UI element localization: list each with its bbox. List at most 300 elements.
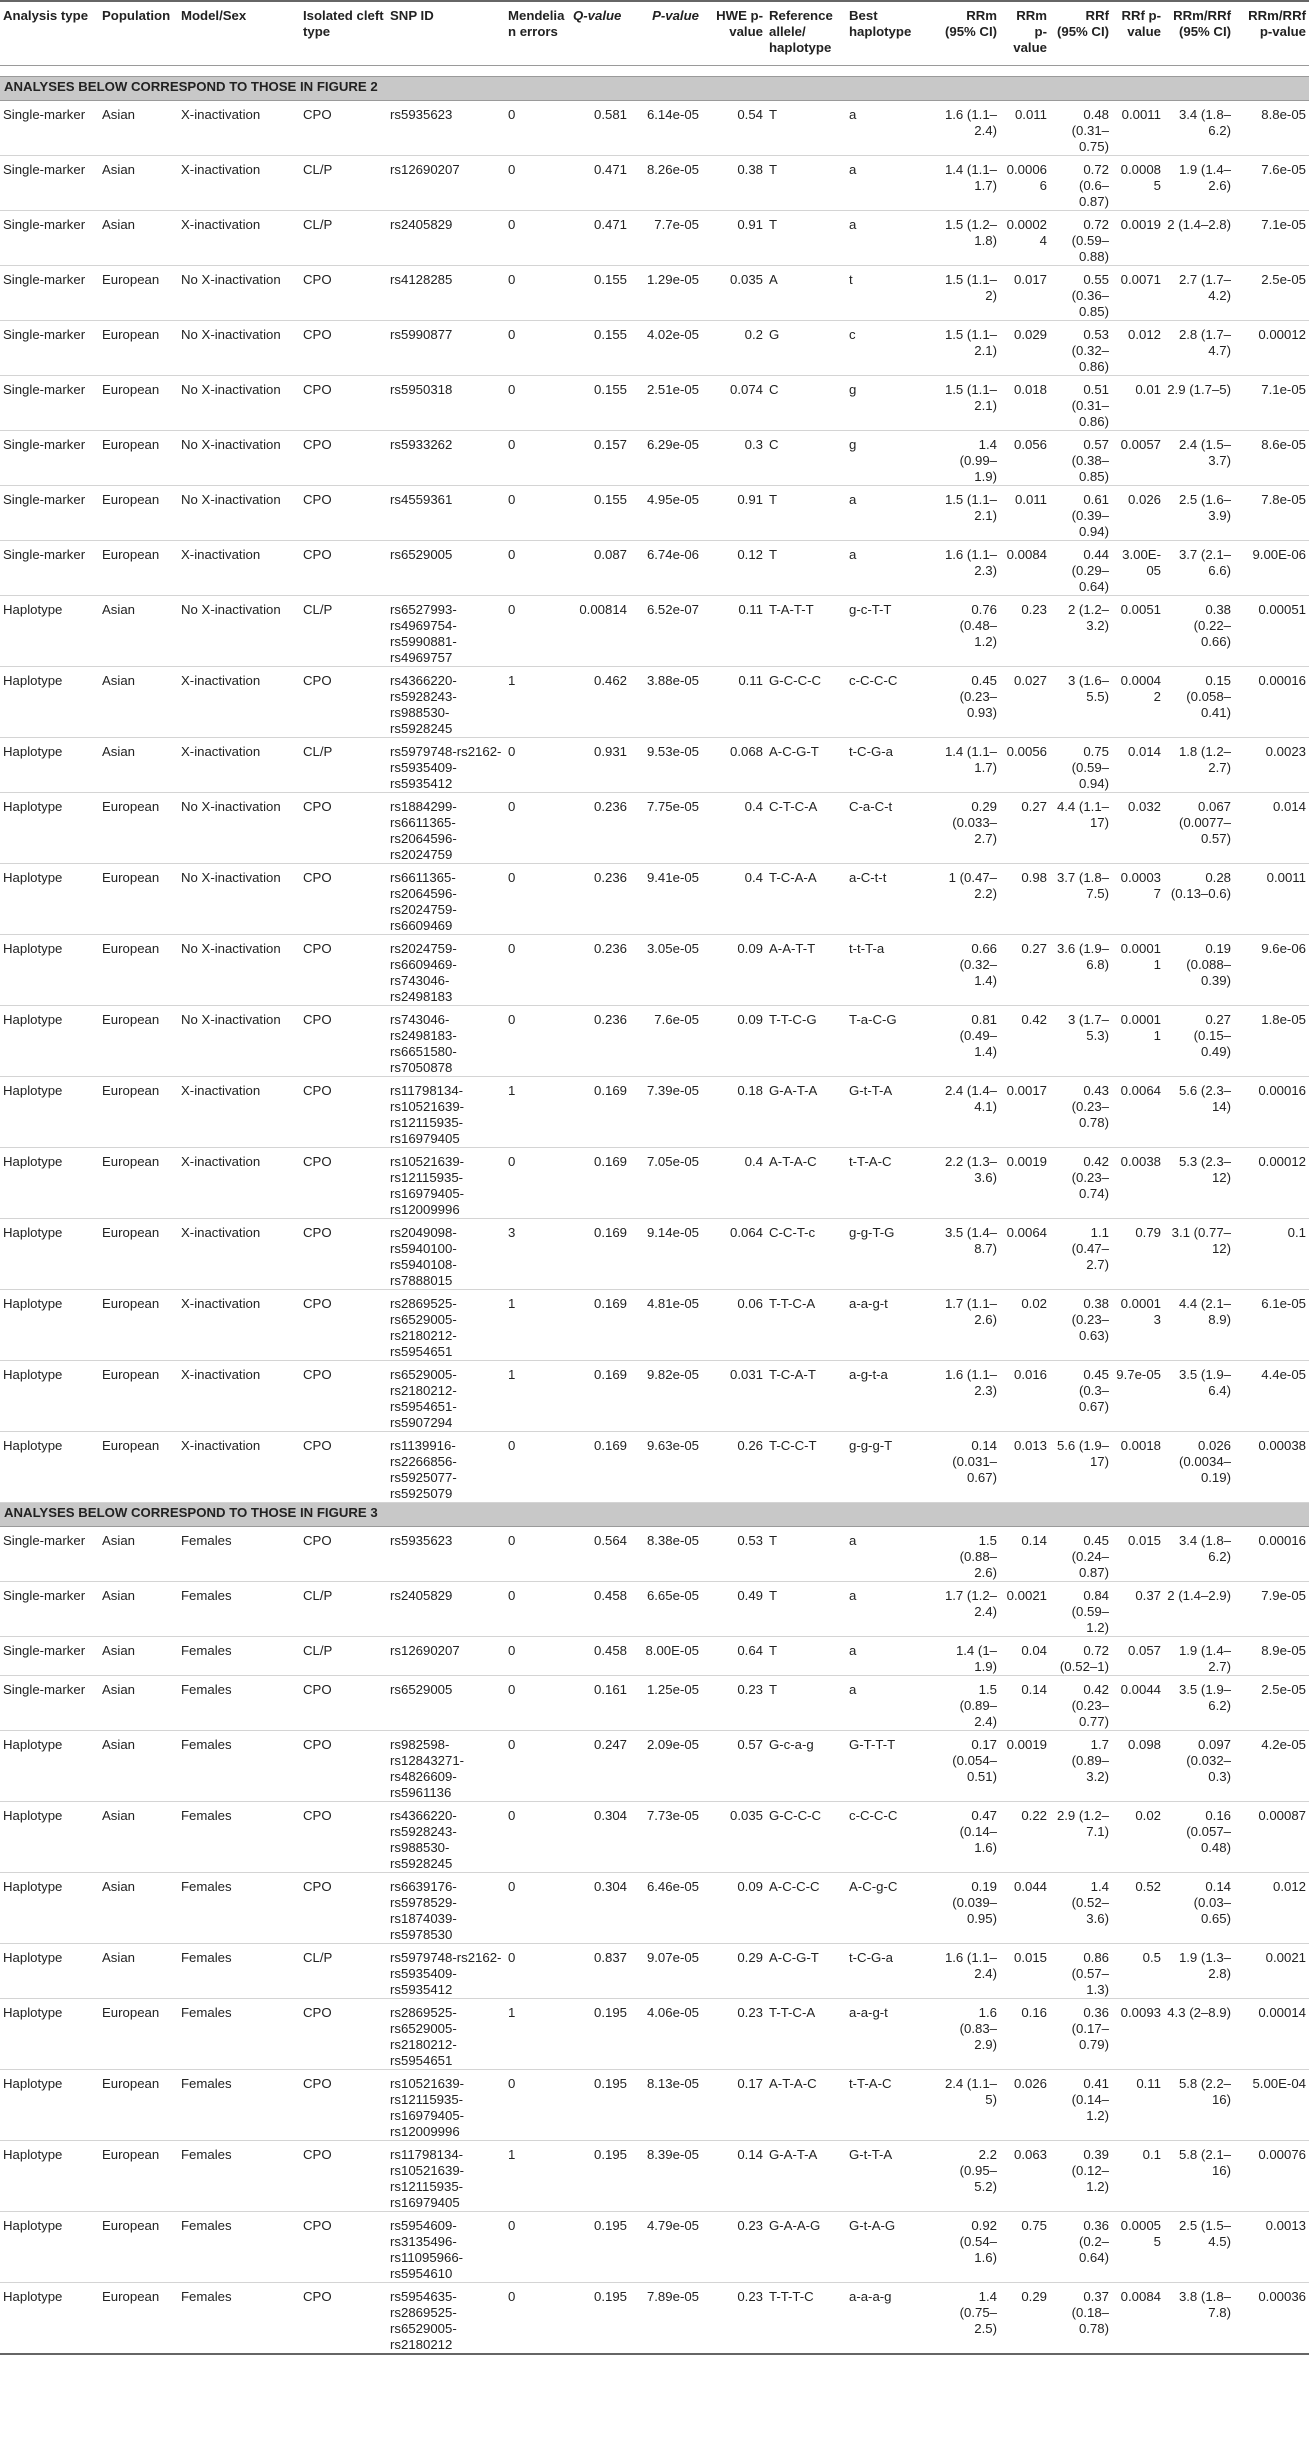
cell-ref-allele: T <box>766 1636 846 1675</box>
cell-analysis-type: Single-marker <box>0 1526 99 1581</box>
table-row <box>0 100 1309 155</box>
cell-rrf-ci: 0.43 (0.23–0.78) <box>1050 1076 1112 1147</box>
cell-p-value: 9.63e-05 <box>630 1431 702 1502</box>
cell-rrm-p: 0.23 <box>1000 595 1050 666</box>
cell-mendelian: 0 <box>505 1581 570 1636</box>
cell-population: Asian <box>99 1801 178 1872</box>
cell-snp-id: rs11798134-rs10521639-rs12115935-rs16979405 <box>387 1076 505 1147</box>
cell-rrf-p: 0.00042 <box>1112 666 1164 737</box>
cell-p-value: 2.09e-05 <box>630 1730 702 1801</box>
cell-model-sex: Females <box>178 1872 300 1943</box>
cell-ref-allele: A <box>766 265 846 320</box>
table-row <box>0 375 1309 430</box>
cell-cleft-type: CPO <box>300 2211 387 2282</box>
cell-rrf-ci: 0.86 (0.57–1.3) <box>1050 1943 1112 1998</box>
cell-cleft-type: CL/P <box>300 155 387 210</box>
cell-snp-id: rs2024759-rs6609469-rs743046-rs2498183 <box>387 934 505 1005</box>
cell-snp-id: rs6527993-rs4969754-rs5990881-rs4969757 <box>387 595 505 666</box>
cell-ref-allele: T-T-C-G <box>766 1005 846 1076</box>
cell-cleft-type: CPO <box>300 1360 387 1431</box>
table-row <box>0 1526 1309 1581</box>
cell-rrf-ci: 0.38 (0.23–0.63) <box>1050 1289 1112 1360</box>
cell-rrmrrf-ci: 2.9 (1.7–5) <box>1164 375 1234 430</box>
cell-p-value: 7.05e-05 <box>630 1147 702 1218</box>
cell-model-sex: X-inactivation <box>178 155 300 210</box>
cell-rrm-p: 0.0084 <box>1000 540 1050 595</box>
cell-rrf-ci: 0.84 (0.59–1.2) <box>1050 1581 1112 1636</box>
cell-model-sex: X-inactivation <box>178 540 300 595</box>
cell-rrmrrf-ci: 4.3 (2–8.9) <box>1164 1998 1234 2069</box>
cell-model-sex: X-inactivation <box>178 1360 300 1431</box>
cell-p-value: 6.52e-07 <box>630 595 702 666</box>
cell-analysis-type: Haplotype <box>0 1730 99 1801</box>
cell-snp-id: rs2405829 <box>387 210 505 265</box>
cell-ref-allele: T-A-T-T <box>766 595 846 666</box>
cell-rrm-ci: 1.4 (1.1–1.7) <box>936 155 1000 210</box>
cell-q-value: 0.155 <box>570 265 630 320</box>
cell-population: Asian <box>99 1675 178 1730</box>
cell-rrf-ci: 1.4 (0.52–3.6) <box>1050 1872 1112 1943</box>
cell-analysis-type: Haplotype <box>0 1360 99 1431</box>
cell-rrf-p: 0.0018 <box>1112 1431 1164 1502</box>
cell-mendelian: 1 <box>505 2140 570 2211</box>
cell-rrf-p: 9.7e-05 <box>1112 1360 1164 1431</box>
cell-rrf-p: 0.1 <box>1112 2140 1164 2211</box>
cell-model-sex: X-inactivation <box>178 1076 300 1147</box>
cell-rrf-ci: 0.42 (0.23–0.74) <box>1050 1147 1112 1218</box>
cell-population: Asian <box>99 1872 178 1943</box>
cell-best-haplotype: G-T-T-T <box>846 1730 936 1801</box>
cell-snp-id: rs5933262 <box>387 430 505 485</box>
cell-analysis-type: Haplotype <box>0 737 99 792</box>
cell-rrm-p: 0.75 <box>1000 2211 1050 2282</box>
cell-rrf-ci: 4.4 (1.1–17) <box>1050 792 1112 863</box>
cell-best-haplotype: c-C-C-C <box>846 666 936 737</box>
cell-rrmrrf-ci: 2 (1.4–2.8) <box>1164 210 1234 265</box>
cell-model-sex: No X-inactivation <box>178 375 300 430</box>
cell-rrm-ci: 1.4 (0.75–2.5) <box>936 2282 1000 2354</box>
cell-rrmrrf-ci: 0.097 (0.032–0.3) <box>1164 1730 1234 1801</box>
cell-model-sex: X-inactivation <box>178 1289 300 1360</box>
cell-population: European <box>99 375 178 430</box>
cell-analysis-type: Single-marker <box>0 100 99 155</box>
section-title: ANALYSES BELOW CORRESPOND TO THOSE IN FIGURE 2 <box>0 76 1309 100</box>
cell-rrmrrf-p: 4.4e-05 <box>1234 1360 1309 1431</box>
cell-rrm-ci: 1.5 (1.1–2.1) <box>936 320 1000 375</box>
cell-p-value: 4.81e-05 <box>630 1289 702 1360</box>
cell-analysis-type: Single-marker <box>0 155 99 210</box>
cell-snp-id: rs2049098-rs5940100-rs5940108-rs7888015 <box>387 1218 505 1289</box>
cell-population: Asian <box>99 1526 178 1581</box>
col-rrf-ci: RRf (95% CI) <box>1050 1 1112 65</box>
cell-q-value: 0.087 <box>570 540 630 595</box>
cell-p-value: 1.29e-05 <box>630 265 702 320</box>
cell-p-value: 7.6e-05 <box>630 1005 702 1076</box>
cell-hwe: 0.57 <box>702 1730 766 1801</box>
cell-rrf-ci: 0.72 (0.59–0.88) <box>1050 210 1112 265</box>
cell-analysis-type: Haplotype <box>0 1076 99 1147</box>
cell-ref-allele: T <box>766 540 846 595</box>
header-row <box>0 1 1309 65</box>
cell-rrmrrf-ci: 0.19 (0.088–0.39) <box>1164 934 1234 1005</box>
cell-rrm-ci: 2.2 (0.95–5.2) <box>936 2140 1000 2211</box>
cell-ref-allele: C <box>766 375 846 430</box>
cell-mendelian: 0 <box>505 1147 570 1218</box>
cell-snp-id: rs5950318 <box>387 375 505 430</box>
cell-rrmrrf-p: 0.014 <box>1234 792 1309 863</box>
cell-snp-id: rs10521639-rs12115935-rs16979405-rs12009996 <box>387 1147 505 1218</box>
cell-snp-id: rs5979748-rs2162-rs5935409-rs5935412 <box>387 737 505 792</box>
table-row <box>0 863 1309 934</box>
cell-hwe: 0.91 <box>702 210 766 265</box>
cell-rrm-p: 0.029 <box>1000 320 1050 375</box>
cell-rrmrrf-p: 0.00016 <box>1234 1526 1309 1581</box>
cell-rrf-ci: 0.61 (0.39–0.94) <box>1050 485 1112 540</box>
cell-snp-id: rs4366220-rs5928243-rs988530-rs5928245 <box>387 666 505 737</box>
cell-rrf-ci: 2.9 (1.2–7.1) <box>1050 1801 1112 1872</box>
cell-rrmrrf-p: 0.00016 <box>1234 666 1309 737</box>
cell-rrm-ci: 1.5 (0.89–2.4) <box>936 1675 1000 1730</box>
cell-rrf-p: 0.057 <box>1112 1636 1164 1675</box>
cell-model-sex: X-inactivation <box>178 737 300 792</box>
cell-best-haplotype: G-t-T-A <box>846 2140 936 2211</box>
cell-ref-allele: T <box>766 1675 846 1730</box>
cell-p-value: 4.79e-05 <box>630 2211 702 2282</box>
cell-q-value: 0.161 <box>570 1675 630 1730</box>
cell-ref-allele: A-C-C-C <box>766 1872 846 1943</box>
cell-cleft-type: CPO <box>300 1998 387 2069</box>
cell-rrf-ci: 0.48 (0.31–0.75) <box>1050 100 1112 155</box>
cell-rrm-p: 0.14 <box>1000 1526 1050 1581</box>
cell-analysis-type: Haplotype <box>0 1005 99 1076</box>
cell-mendelian: 0 <box>505 1005 570 1076</box>
cell-rrmrrf-ci: 3.1 (0.77–12) <box>1164 1218 1234 1289</box>
cell-p-value: 8.26e-05 <box>630 155 702 210</box>
cell-rrmrrf-p: 2.5e-05 <box>1234 1675 1309 1730</box>
cell-rrf-p: 0.032 <box>1112 792 1164 863</box>
cell-model-sex: X-inactivation <box>178 1218 300 1289</box>
cell-analysis-type: Single-marker <box>0 540 99 595</box>
cell-ref-allele: G-C-C-C <box>766 666 846 737</box>
cell-model-sex: Females <box>178 1801 300 1872</box>
cell-mendelian: 0 <box>505 1943 570 1998</box>
table-row <box>0 792 1309 863</box>
cell-q-value: 0.471 <box>570 210 630 265</box>
cell-rrm-p: 0.044 <box>1000 1872 1050 1943</box>
cell-mendelian: 1 <box>505 1289 570 1360</box>
cell-rrmrrf-p: 9.00E-06 <box>1234 540 1309 595</box>
cell-cleft-type: CL/P <box>300 210 387 265</box>
cell-ref-allele: G-c-a-g <box>766 1730 846 1801</box>
cell-rrmrrf-ci: 2.7 (1.7–4.2) <box>1164 265 1234 320</box>
cell-q-value: 0.169 <box>570 1289 630 1360</box>
cell-rrf-p: 0.02 <box>1112 1801 1164 1872</box>
cell-rrf-ci: 0.72 (0.6–0.87) <box>1050 155 1112 210</box>
cell-q-value: 0.00814 <box>570 595 630 666</box>
cell-rrmrrf-p: 9.6e-06 <box>1234 934 1309 1005</box>
cell-ref-allele: A-C-G-T <box>766 737 846 792</box>
cell-snp-id: rs6639176-rs5978529-rs1874039-rs5978530 <box>387 1872 505 1943</box>
cell-snp-id: rs743046-rs2498183-rs6651580-rs7050878 <box>387 1005 505 1076</box>
cell-hwe: 0.2 <box>702 320 766 375</box>
cell-rrm-ci: 1.6 (1.1–2.4) <box>936 1943 1000 1998</box>
cell-rrf-ci: 1.1 (0.47–2.7) <box>1050 1218 1112 1289</box>
cell-rrf-ci: 3.7 (1.8–7.5) <box>1050 863 1112 934</box>
table-row <box>0 485 1309 540</box>
cell-population: European <box>99 792 178 863</box>
cell-p-value: 7.75e-05 <box>630 792 702 863</box>
cell-q-value: 0.195 <box>570 2211 630 2282</box>
cell-rrmrrf-ci: 5.8 (2.1–16) <box>1164 2140 1234 2211</box>
table-row <box>0 2282 1309 2354</box>
cell-hwe: 0.11 <box>702 666 766 737</box>
cell-ref-allele: C-C-T-c <box>766 1218 846 1289</box>
cell-rrm-p: 0.017 <box>1000 265 1050 320</box>
cell-q-value: 0.236 <box>570 792 630 863</box>
cell-q-value: 0.458 <box>570 1581 630 1636</box>
cell-population: European <box>99 2140 178 2211</box>
cell-q-value: 0.155 <box>570 375 630 430</box>
cell-rrm-ci: 1.4 (0.99–1.9) <box>936 430 1000 485</box>
table-row <box>0 1218 1309 1289</box>
cell-population: Asian <box>99 737 178 792</box>
cell-rrmrrf-p: 8.8e-05 <box>1234 100 1309 155</box>
cell-rrm-ci: 2.4 (1.4–4.1) <box>936 1076 1000 1147</box>
table-row <box>0 1360 1309 1431</box>
cell-rrf-p: 0.00013 <box>1112 1289 1164 1360</box>
cell-p-value: 7.7e-05 <box>630 210 702 265</box>
cell-snp-id: rs6529005 <box>387 540 505 595</box>
col-model-sex: Model/Sex <box>178 1 300 65</box>
cell-cleft-type: CPO <box>300 100 387 155</box>
cell-hwe: 0.64 <box>702 1636 766 1675</box>
col-best-haplotype: Best haplotype <box>846 1 936 65</box>
cell-best-haplotype: C-a-C-t <box>846 792 936 863</box>
cell-hwe: 0.035 <box>702 1801 766 1872</box>
cell-analysis-type: Haplotype <box>0 1943 99 1998</box>
cell-rrm-p: 0.015 <box>1000 1943 1050 1998</box>
cell-q-value: 0.247 <box>570 1730 630 1801</box>
cell-best-haplotype: a-C-t-t <box>846 863 936 934</box>
table-row <box>0 1289 1309 1360</box>
cell-best-haplotype: T-a-C-G <box>846 1005 936 1076</box>
col-rrmrrf-p: RRm/RRf p-value <box>1234 1 1309 65</box>
cell-best-haplotype: A-C-g-C <box>846 1872 936 1943</box>
cell-analysis-type: Haplotype <box>0 1801 99 1872</box>
cell-mendelian: 1 <box>505 1360 570 1431</box>
cell-analysis-type: Single-marker <box>0 320 99 375</box>
cell-rrf-ci: 3 (1.6–5.5) <box>1050 666 1112 737</box>
cell-hwe: 0.11 <box>702 595 766 666</box>
table-row <box>0 540 1309 595</box>
cell-snp-id: rs982598-rs12843271-rs4826609-rs5961136 <box>387 1730 505 1801</box>
table-row <box>0 666 1309 737</box>
cell-p-value: 8.39e-05 <box>630 2140 702 2211</box>
cell-cleft-type: CPO <box>300 1526 387 1581</box>
cell-q-value: 0.195 <box>570 2140 630 2211</box>
cell-rrmrrf-ci: 3.8 (1.8–7.8) <box>1164 2282 1234 2354</box>
table-row <box>0 320 1309 375</box>
cell-hwe: 0.14 <box>702 2140 766 2211</box>
cell-ref-allele: T-T-C-A <box>766 1289 846 1360</box>
table-row <box>0 934 1309 1005</box>
cell-best-haplotype: a <box>846 100 936 155</box>
cell-rrm-p: 0.0056 <box>1000 737 1050 792</box>
cell-population: European <box>99 540 178 595</box>
cell-population: European <box>99 2282 178 2354</box>
cell-mendelian: 0 <box>505 1872 570 1943</box>
cell-population: European <box>99 1218 178 1289</box>
cell-model-sex: Females <box>178 2282 300 2354</box>
cell-analysis-type: Single-marker <box>0 265 99 320</box>
cell-cleft-type: CPO <box>300 1076 387 1147</box>
cell-p-value: 9.14e-05 <box>630 1218 702 1289</box>
cell-snp-id: rs2869525-rs6529005-rs2180212-rs5954651 <box>387 1289 505 1360</box>
cell-best-haplotype: a <box>846 1526 936 1581</box>
cell-model-sex: No X-inactivation <box>178 934 300 1005</box>
cell-snp-id: rs6529005 <box>387 1675 505 1730</box>
cell-hwe: 0.031 <box>702 1360 766 1431</box>
cell-rrmrrf-p: 2.5e-05 <box>1234 265 1309 320</box>
cell-mendelian: 0 <box>505 430 570 485</box>
cell-ref-allele: T-C-A-T <box>766 1360 846 1431</box>
cell-rrm-ci: 1.4 (1.1–1.7) <box>936 737 1000 792</box>
cell-mendelian: 0 <box>505 2211 570 2282</box>
cell-analysis-type: Haplotype <box>0 1147 99 1218</box>
cell-hwe: 0.23 <box>702 1675 766 1730</box>
cell-q-value: 0.837 <box>570 1943 630 1998</box>
cell-rrmrrf-p: 0.0021 <box>1234 1943 1309 1998</box>
cell-population: European <box>99 1147 178 1218</box>
cell-hwe: 0.23 <box>702 2211 766 2282</box>
cell-snp-id: rs5935623 <box>387 1526 505 1581</box>
cell-population: Asian <box>99 1636 178 1675</box>
cell-cleft-type: CL/P <box>300 1943 387 1998</box>
cell-hwe: 0.06 <box>702 1289 766 1360</box>
cell-rrf-p: 0.026 <box>1112 485 1164 540</box>
cell-mendelian: 0 <box>505 320 570 375</box>
cell-best-haplotype: a <box>846 155 936 210</box>
cell-rrf-ci: 0.57 (0.38–0.85) <box>1050 430 1112 485</box>
cell-p-value: 9.53e-05 <box>630 737 702 792</box>
cell-hwe: 0.53 <box>702 1526 766 1581</box>
table-row <box>0 1801 1309 1872</box>
cell-rrm-ci: 3.5 (1.4–8.7) <box>936 1218 1000 1289</box>
col-mendelian: Mendelian errors <box>505 1 570 65</box>
cell-cleft-type: CPO <box>300 1801 387 1872</box>
cell-rrm-p: 0.011 <box>1000 485 1050 540</box>
cell-analysis-type: Haplotype <box>0 666 99 737</box>
cell-population: Asian <box>99 100 178 155</box>
cell-hwe: 0.17 <box>702 2069 766 2140</box>
cell-best-haplotype: a <box>846 485 936 540</box>
cell-analysis-type: Haplotype <box>0 792 99 863</box>
cell-rrf-p: 0.0011 <box>1112 100 1164 155</box>
cell-rrf-ci: 0.45 (0.24–0.87) <box>1050 1526 1112 1581</box>
cell-rrm-p: 0.0017 <box>1000 1076 1050 1147</box>
cell-p-value: 8.13e-05 <box>630 2069 702 2140</box>
cell-rrf-ci: 0.75 (0.59–0.94) <box>1050 737 1112 792</box>
cell-mendelian: 3 <box>505 1218 570 1289</box>
cell-snp-id: rs4128285 <box>387 265 505 320</box>
cell-model-sex: No X-inactivation <box>178 1005 300 1076</box>
cell-hwe: 0.26 <box>702 1431 766 1502</box>
cell-hwe: 0.29 <box>702 1943 766 1998</box>
cell-q-value: 0.195 <box>570 2069 630 2140</box>
cell-best-haplotype: a <box>846 1675 936 1730</box>
cell-q-value: 0.169 <box>570 1076 630 1147</box>
cell-population: Asian <box>99 666 178 737</box>
cell-hwe: 0.035 <box>702 265 766 320</box>
cell-rrf-p: 0.01 <box>1112 375 1164 430</box>
cell-cleft-type: CPO <box>300 1872 387 1943</box>
cell-model-sex: No X-inactivation <box>178 485 300 540</box>
cell-mendelian: 0 <box>505 540 570 595</box>
cell-best-haplotype: t-C-G-a <box>846 737 936 792</box>
cell-rrmrrf-ci: 0.16 (0.057–0.48) <box>1164 1801 1234 1872</box>
cell-hwe: 0.4 <box>702 1147 766 1218</box>
cell-rrf-ci: 2 (1.2–3.2) <box>1050 595 1112 666</box>
cell-rrmrrf-ci: 5.6 (2.3–14) <box>1164 1076 1234 1147</box>
cell-analysis-type: Haplotype <box>0 1289 99 1360</box>
cell-mendelian: 0 <box>505 792 570 863</box>
cell-p-value: 8.38e-05 <box>630 1526 702 1581</box>
cell-q-value: 0.581 <box>570 100 630 155</box>
cell-p-value: 3.88e-05 <box>630 666 702 737</box>
cell-best-haplotype: g <box>846 430 936 485</box>
col-hwe: HWE p-value <box>702 1 766 65</box>
cell-rrmrrf-p: 0.00012 <box>1234 1147 1309 1218</box>
cell-rrmrrf-p: 8.9e-05 <box>1234 1636 1309 1675</box>
cell-analysis-type: Haplotype <box>0 863 99 934</box>
cell-rrm-p: 0.027 <box>1000 666 1050 737</box>
cell-model-sex: Females <box>178 2069 300 2140</box>
cell-mendelian: 0 <box>505 863 570 934</box>
cell-snp-id: rs5954635-rs2869525-rs6529005-rs2180212 <box>387 2282 505 2354</box>
cell-mendelian: 0 <box>505 100 570 155</box>
cell-p-value: 6.65e-05 <box>630 1581 702 1636</box>
cell-population: European <box>99 1076 178 1147</box>
cell-mendelian: 0 <box>505 595 570 666</box>
cell-ref-allele: G-A-T-A <box>766 2140 846 2211</box>
cell-ref-allele: T-T-C-A <box>766 1998 846 2069</box>
col-ref-allele: Reference allele/ haplotype <box>766 1 846 65</box>
table-row <box>0 1147 1309 1218</box>
cell-ref-allele: T <box>766 155 846 210</box>
cell-snp-id: rs10521639-rs12115935-rs16979405-rs12009996 <box>387 2069 505 2140</box>
cell-mendelian: 0 <box>505 1636 570 1675</box>
table-row <box>0 1636 1309 1675</box>
cell-population: Asian <box>99 595 178 666</box>
cell-hwe: 0.23 <box>702 2282 766 2354</box>
cell-model-sex: Females <box>178 2211 300 2282</box>
cell-p-value: 1.25e-05 <box>630 1675 702 1730</box>
cell-population: Asian <box>99 155 178 210</box>
cell-rrm-ci: 0.29 (0.033–2.7) <box>936 792 1000 863</box>
col-q-value: Q-value <box>570 1 630 65</box>
cell-hwe: 0.23 <box>702 1998 766 2069</box>
section-title: ANALYSES BELOW CORRESPOND TO THOSE IN FIGURE 3 <box>0 1502 1309 1526</box>
table-row <box>0 1998 1309 2069</box>
cell-rrmrrf-ci: 1.9 (1.4–2.6) <box>1164 155 1234 210</box>
table-row <box>0 1431 1309 1502</box>
cell-snp-id: rs5979748-rs2162-rs5935409-rs5935412 <box>387 1943 505 1998</box>
cell-rrm-p: 0.04 <box>1000 1636 1050 1675</box>
cell-rrf-p: 0.015 <box>1112 1526 1164 1581</box>
cell-rrf-p: 0.00055 <box>1112 2211 1164 2282</box>
cell-snp-id: rs12690207 <box>387 1636 505 1675</box>
cell-population: Asian <box>99 210 178 265</box>
